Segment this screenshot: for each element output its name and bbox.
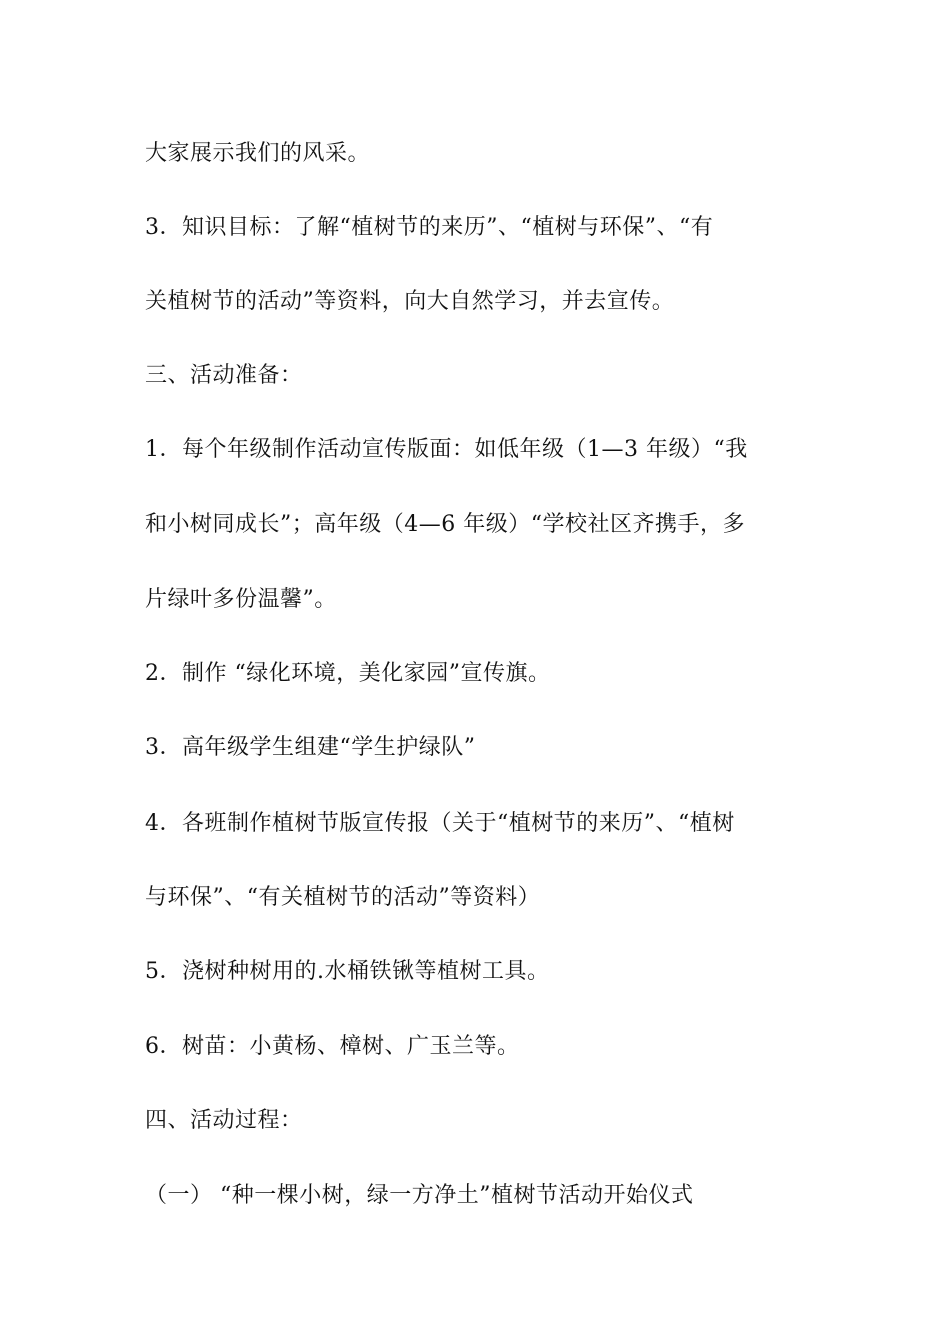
- text-line: 3．高年级学生组建“学生护绿队”: [145, 735, 476, 760]
- text-line: 2．制作 “绿化环境，美化家园”宣传旗。: [145, 661, 551, 686]
- text-line: 关植树节的活动”等资料，向大自然学习，并去宣传。: [145, 289, 675, 314]
- text-line: 片绿叶多份温馨”。: [145, 587, 337, 612]
- section-heading: 三、活动准备：: [145, 363, 303, 388]
- subsection-heading: （一） “种一棵小树，绿一方净土”植树节活动开始仪式: [145, 1183, 694, 1208]
- text-line: 1．每个年级制作活动宣传版面：如低年级（1—3 年级）“我: [145, 437, 748, 462]
- text-line: 和小树同成长”；高年级（4—6 年级）“学校社区齐携手，多: [145, 512, 745, 537]
- text-line: 5．浇树种树用的.水桶铁锹等植树工具。: [145, 959, 550, 984]
- section-heading: 四、活动过程：: [145, 1108, 303, 1133]
- text-line: 4．各班制作植树节版宣传报（关于“植树节的来历”、“植树: [145, 811, 735, 836]
- text-line: 与环保”、“有关植树节的活动”等资料）: [145, 885, 541, 910]
- text-line: 3．知识目标：了解“植树节的来历”、“植树与环保”、“有: [145, 215, 714, 240]
- text-line: 大家展示我们的风采。: [145, 141, 371, 166]
- text-line: 6．树苗：小黄杨、樟树、广玉兰等。: [145, 1034, 520, 1059]
